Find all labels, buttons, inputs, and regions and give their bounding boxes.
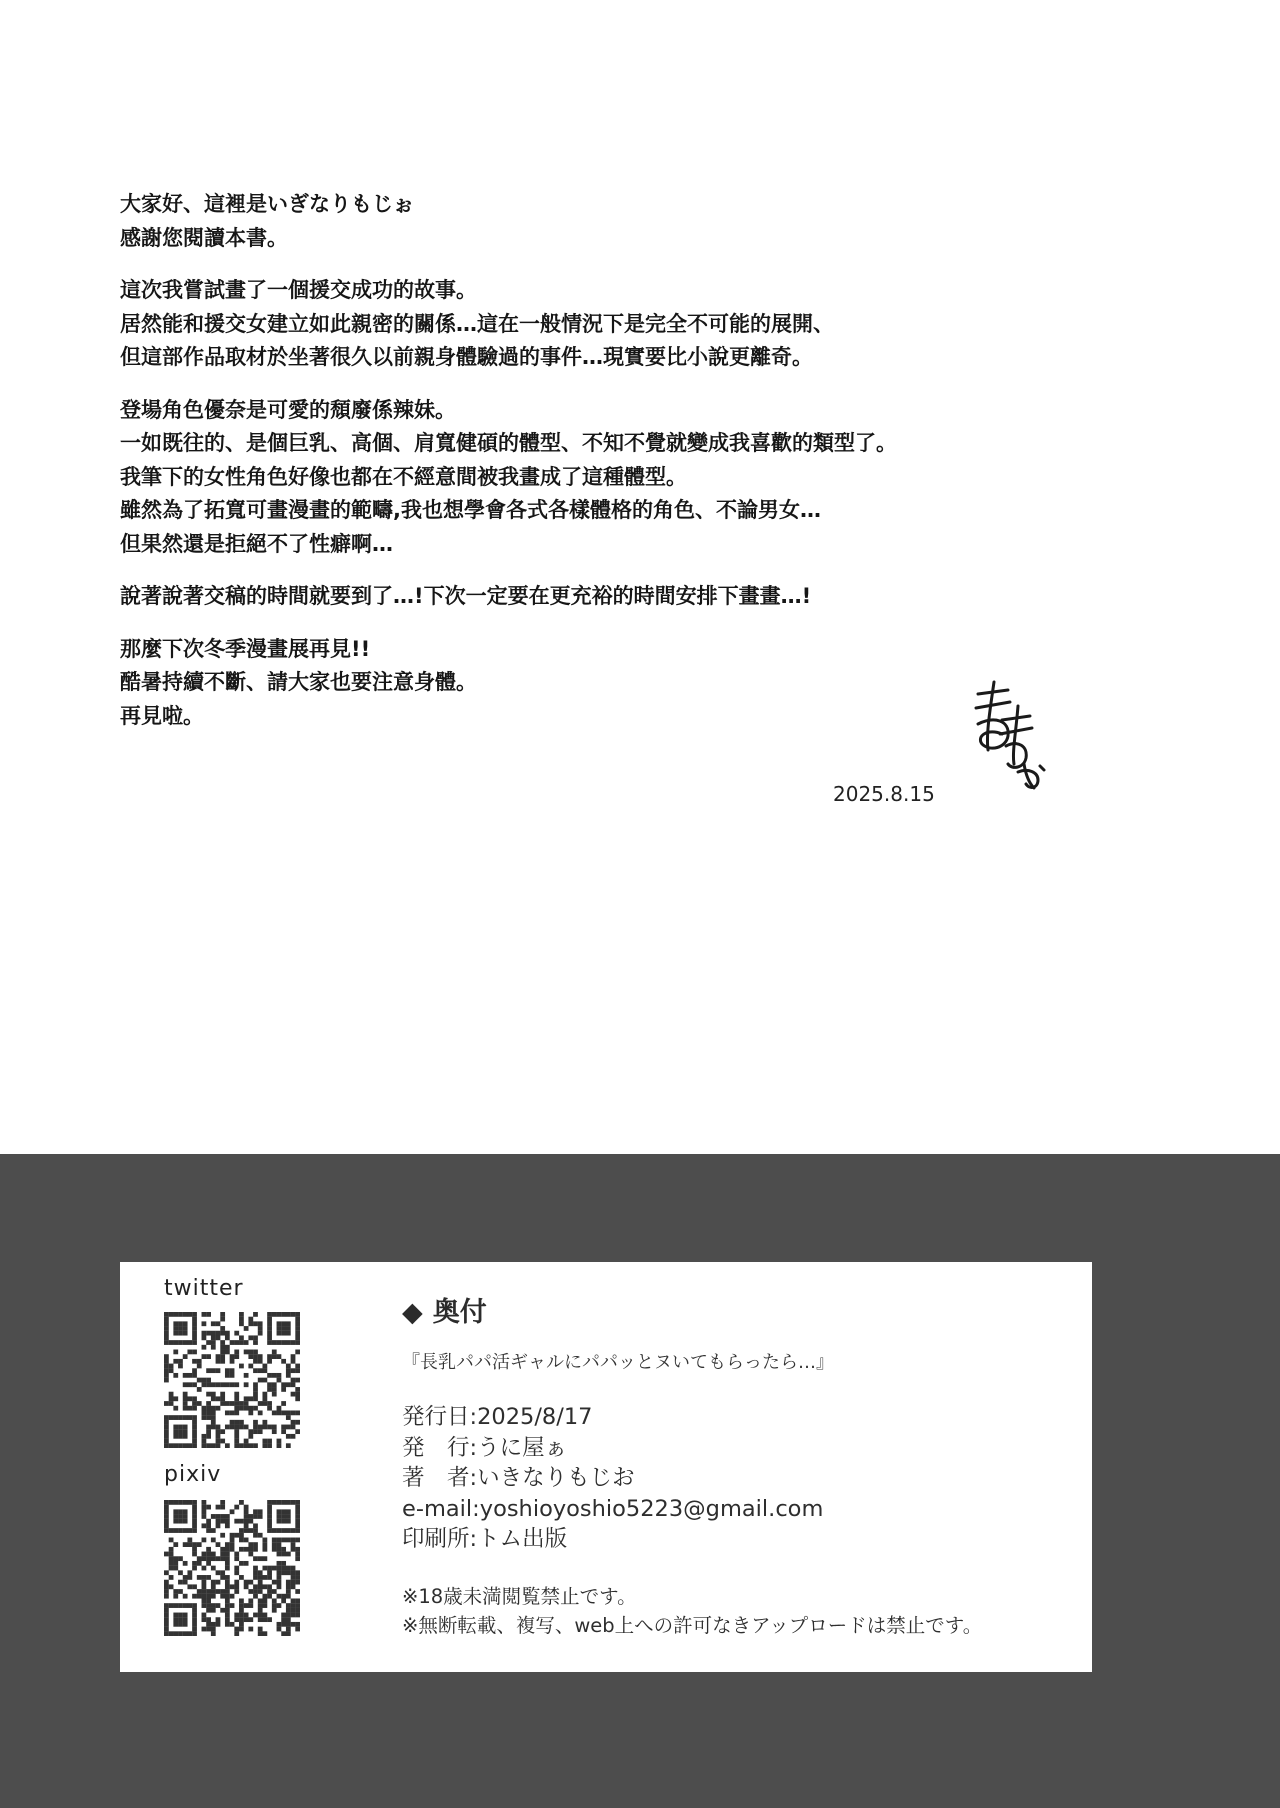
notice-copyright: ※無断転載、複写、web上への許可なきアップロードは禁止です。 bbox=[402, 1614, 983, 1637]
afterword-text bbox=[120, 188, 1020, 752]
afterword-line: 再見啦。 bbox=[120, 703, 204, 728]
afterword-line: 一如既往的、是個巨乳、高個、肩寬健碩的體型、不知不覺就變成我喜歡的類型了。 bbox=[120, 431, 897, 455]
colophon-title bbox=[402, 1290, 487, 1329]
qr-code-pixiv[interactable] bbox=[164, 1500, 300, 1636]
afterword-line: 那麼下次冬季漫畫展再見!! bbox=[120, 636, 371, 661]
diamond-icon: ◆ bbox=[402, 1297, 423, 1328]
twitter-label: twitter bbox=[164, 1276, 244, 1301]
afterword-line: 我筆下的女性角色好像也都在不經意間被我畫成了這種體型。 bbox=[120, 464, 687, 489]
afterword-line: 但這部作品取材於坐著很久以前親身體驗過的事件…現實要比小說更離奇。 bbox=[120, 345, 813, 369]
afterword-paragraph bbox=[120, 188, 1020, 255]
afterword-line: 大家好、這裡是いぎなりもじぉ bbox=[120, 192, 414, 216]
info-row-publish-date: 発行日:2025/8/17 bbox=[402, 1404, 593, 1430]
afterword-date: 2025.8.15 bbox=[833, 782, 935, 806]
publication-info bbox=[402, 1402, 823, 1555]
info-row-printer: 印刷所:トム出版 bbox=[402, 1526, 568, 1552]
info-row-author: 著 者:いきなりもじお bbox=[402, 1465, 635, 1491]
notice-age: ※18歳未満閲覧禁止です。 bbox=[402, 1585, 637, 1608]
notices bbox=[402, 1582, 982, 1640]
signature-mark bbox=[968, 680, 1048, 792]
book-title: 『長乳パパ活ギャルにパパッとヌいてもらったら…』 bbox=[402, 1352, 834, 1373]
colophon-title-text: 奥付 bbox=[432, 1297, 487, 1328]
info-row-email: e-mail:yoshioyoshio5223@gmail.com bbox=[402, 1495, 824, 1522]
afterword-line: 居然能和援交女建立如此親密的關係…這在一般情況下是完全不可能的展開、 bbox=[120, 311, 834, 336]
pixiv-label: pixiv bbox=[164, 1462, 222, 1487]
info-row-publisher: 発 行:うに屋ぁ bbox=[402, 1434, 568, 1461]
afterword-paragraph bbox=[120, 394, 1020, 562]
afterword-paragraph bbox=[120, 274, 1020, 375]
afterword-line: 登場角色優奈是可愛的頹廢係辣妹。 bbox=[120, 397, 456, 422]
afterword-line: 酷暑持續不斷、請大家也要注意身體。 bbox=[120, 670, 477, 694]
afterword-line: 感謝您閱讀本書。 bbox=[120, 225, 288, 250]
afterword-paragraph bbox=[120, 580, 1020, 614]
afterword-line: 說著說著交稿的時間就要到了…!下次一定要在更充裕的時間安排下畫畫…! bbox=[120, 584, 812, 608]
colophon-card bbox=[120, 1262, 1092, 1672]
afterword-line: 這次我嘗試畫了一個援交成功的故事。 bbox=[120, 278, 477, 302]
afterword-paragraph bbox=[120, 633, 1020, 734]
afterword-line: 雖然為了拓寬可畫漫畫的範疇,我也想學會各式各樣體格的角色、不論男女… bbox=[120, 498, 821, 522]
afterword-line: 但果然還是拒絕不了性癖啊… bbox=[120, 531, 393, 556]
qr-code-twitter[interactable] bbox=[164, 1312, 300, 1448]
